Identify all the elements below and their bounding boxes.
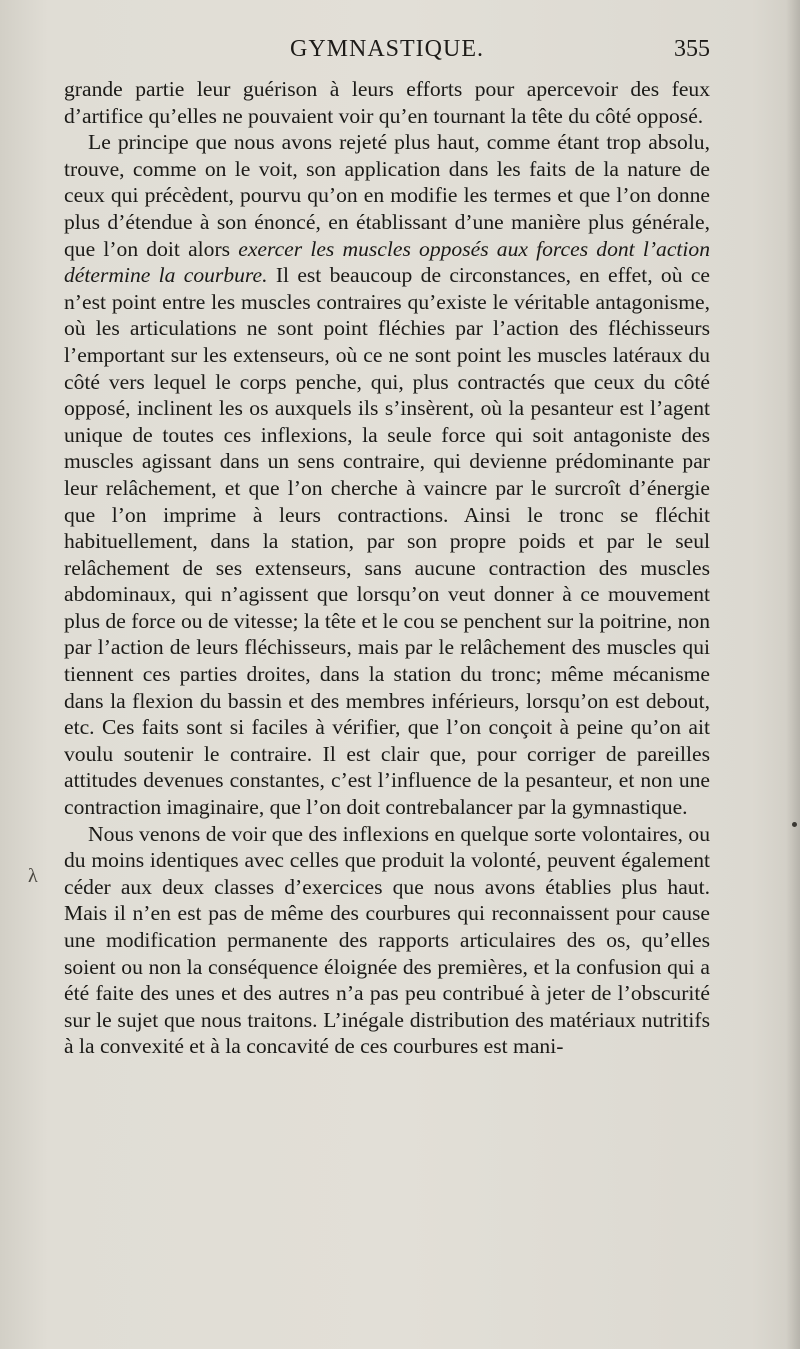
margin-mark: λ xyxy=(28,865,38,887)
page-edge-shadow xyxy=(786,0,800,1349)
paragraph-text: grande partie leur guérison à leurs efforts pour apercevoir des feux d’artifice qu’elles ne pouvaient voir qu’en tournant la tête du côté opposé. xyxy=(64,77,710,128)
page-header xyxy=(64,36,710,70)
italic-emphasis: exercer les muscles opposés aux forces dont l’action détermine la courbure. xyxy=(64,236,711,288)
paragraph-inflexions xyxy=(64,821,710,1060)
page-number: 355 xyxy=(674,36,710,62)
paragraph-text: Le principe que nous avons rejeté plus haut, comme étant trop absolu, trouve, comme on le voit, son application dans les faits de la nature de ceux qui précèdent, pourvu qu’on en modifie les termes et que l’on donne plus d’étendue à son énoncé, en établissant d’une manière plus générale, que l’on doit alors xyxy=(64,130,710,261)
body-text xyxy=(64,76,710,1060)
paragraph-principle xyxy=(64,129,710,820)
running-title: GYMNASTIQUE. xyxy=(290,36,484,62)
paragraph-text: Il est beaucoup de circonstances, en effet, où ce n’est point entre les muscles contraires qu’existe le véritable antagonisme, où les articulations ne sont point fléchies par l’action des fléchisseurs l’emportant sur les extenseurs, où ce ne sont point les muscles latéraux du côté vers lequel le corps penche, qui, plus contractés que ceux du côté opposé, inclinent les os auxquels ils s’insèrent, où la pesanteur est l’agent unique de toutes ces inflexions, la seule force qui soit antagoniste des muscles agissant dans un sens contraire, qui devienne prédominante par leur relâchement, et que l’on cherche à vaincre par le surcroît d’énergie que l’on imprime à leurs contractions. Ainsi le tronc se fléchit habituellement, dans la station, par son propre poids et par le seul relâchement de ses extenseurs, sans aucune contraction des muscles abdominaux, qui n’agissent que lorsqu’on veut donner à ce mouvement plus de force ou de vitesse; la tête et le cou se penchent sur la poitrine, non par l’action de leurs fléchisseurs, mais par le relâchement des muscles qui tiennent ces parties droites, dans la station du tronc; même mécanisme dans la flexion du bassin et des membres inférieurs, lorsqu’on est debout, etc. Ces faits sont si faciles à vérifier, que l’on conçoit à peine qu’on ait voulu soutenir le contraire. Il est clair que, pour corriger de pareilles attitudes devenues constantes, c’est l’influence de la pesanteur, et non une contraction imaginaire, que l’on doit contrebalancer par la gymnastique. xyxy=(64,263,710,820)
paragraph-continuation xyxy=(64,76,710,129)
paragraph-text: Nous venons de voir que des inflexions en quelque sorte volontaires, ou du moins identiques avec celles que produit la volonté, peuvent également céder aux deux classes d’exercices que nous avons établies plus haut. Mais il n’en est pas de même des courbures qui reconnaissent pour cause une modification permanente des rapports articulaires des os, qu’elles soient ou non la conséquence éloignée des premières, et la confusion qui a été faite des unes et des autres n’a pas peu contribué à jeter de l’obscurité sur le sujet que nous traitons. L’inégale distribution des matériaux nutritifs à la convexité et à la concavité de ces courbures est mani- xyxy=(64,821,710,1059)
margin-dot xyxy=(792,822,797,827)
